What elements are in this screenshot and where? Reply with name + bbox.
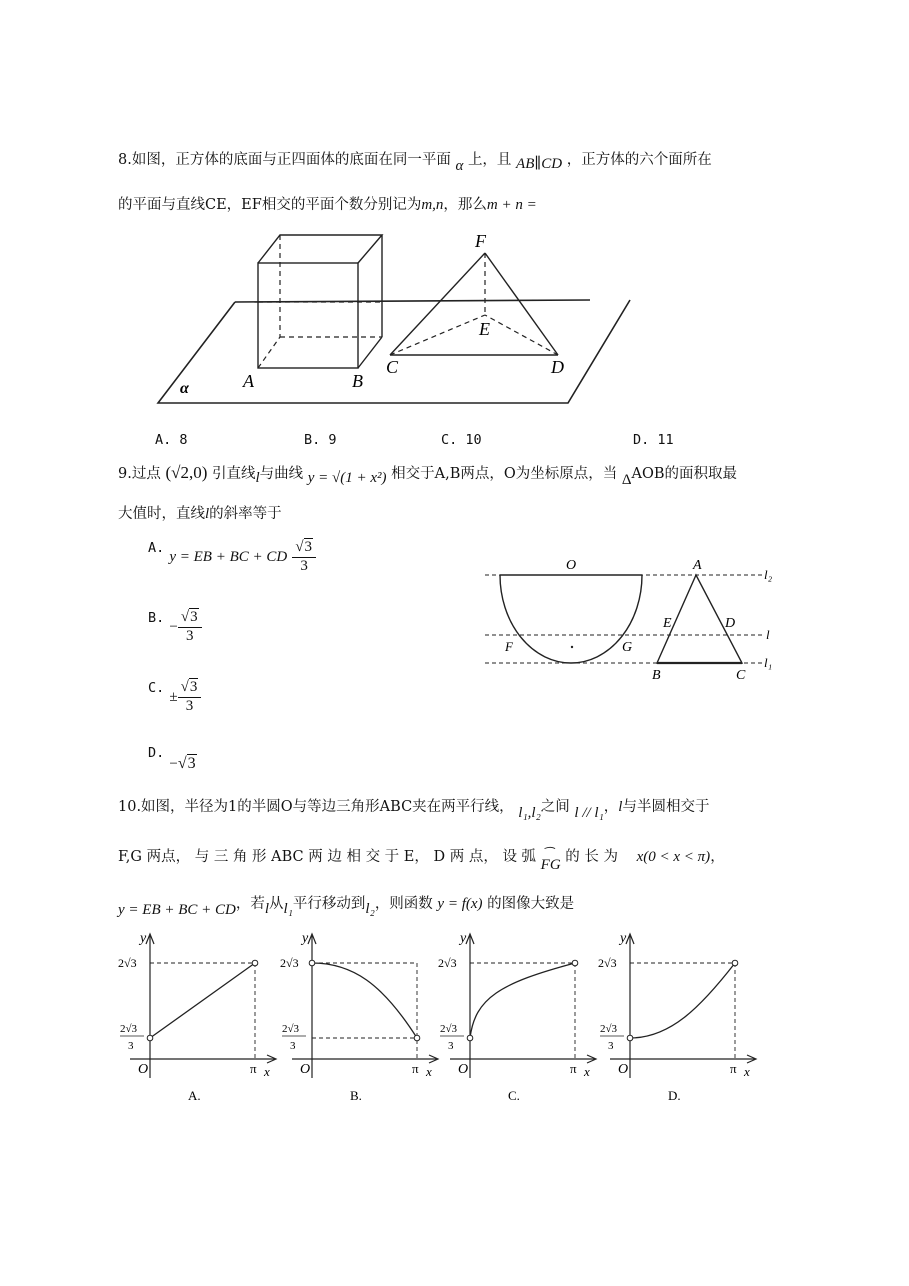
- label-d: D: [551, 357, 564, 377]
- q8-alpha: α: [455, 158, 464, 174]
- label-alpha: α: [180, 380, 189, 397]
- graph-d[interactable]: [590, 928, 760, 1118]
- q9-option-label: A.: [148, 540, 165, 556]
- y-tick-low-denominator: 3: [608, 1040, 614, 1052]
- label-e: E: [663, 616, 672, 631]
- y-tick-top: 2√3: [598, 956, 617, 970]
- y-tick-top: 2√3: [280, 956, 299, 970]
- q10-l-parallel: l // l₁: [574, 805, 604, 821]
- y-tick-top: 2√3: [438, 956, 457, 970]
- q9-text: 大值时，直线: [118, 506, 205, 522]
- y-tick-low-denominator: 3: [290, 1040, 296, 1052]
- q8-m-plus-n: m + n =: [486, 197, 537, 213]
- q9-option-c-frac: $\frac{√3}{3}$: [178, 680, 202, 715]
- open-endpoint: [147, 1035, 153, 1041]
- q9-text: 相交于A,B两点，O为坐标原点，当: [391, 466, 618, 482]
- open-endpoint: [572, 960, 578, 966]
- q9-option-label: C.: [148, 680, 165, 696]
- q9-option-a-frac: $\frac{√3}{3}$: [292, 540, 316, 575]
- tetra-edge-fc: [390, 253, 485, 355]
- open-endpoint: [414, 1035, 420, 1041]
- label-d: D: [725, 616, 736, 631]
- y-axis-label: y: [140, 931, 147, 946]
- q9-line1: [118, 462, 738, 488]
- q8-ab-cd: AB∥CD: [516, 156, 563, 172]
- tetra-edge-ce: [390, 315, 485, 355]
- q10-line1: [118, 795, 710, 821]
- q9-curve: y = √(1 + x²): [307, 470, 387, 486]
- y-axis-label: y: [302, 931, 309, 946]
- q9-option-label: B.: [148, 610, 165, 626]
- q9-option-d-val: √3: [177, 755, 196, 772]
- label-c: C: [386, 357, 399, 377]
- label-f: F: [475, 231, 486, 251]
- open-endpoint: [627, 1035, 633, 1041]
- q9-text: 与曲线: [259, 466, 304, 482]
- label-l1: l₁: [764, 655, 773, 670]
- y-axis-label: y: [620, 931, 627, 946]
- q9-option-a[interactable]: [148, 540, 316, 575]
- q9-text: 引直线: [211, 466, 256, 482]
- q10-text: ，则函数: [374, 896, 433, 912]
- label-l: l: [766, 627, 770, 642]
- q10-text: 的图像大致是: [487, 896, 575, 912]
- semicircle-arc: [500, 575, 642, 663]
- q10-text: 之间: [540, 799, 570, 815]
- q10-l1l2: l₁,l₂: [518, 805, 541, 821]
- q8-line2: [118, 193, 537, 214]
- y-axis-label: y: [460, 931, 467, 946]
- tetra-edge-de: [485, 315, 558, 355]
- x-tick-pi: π: [250, 1061, 257, 1076]
- q9-text: AOB的面积取最: [631, 466, 738, 482]
- q10-line2: [118, 845, 725, 873]
- x-tick-pi: π: [730, 1061, 737, 1076]
- center-dot: [571, 646, 573, 648]
- q8-text: 上，且: [467, 152, 512, 168]
- q10-func: y = f(x): [437, 896, 483, 912]
- q8-option-d[interactable]: D. 11: [633, 432, 674, 448]
- cube-hidden-edge: [258, 337, 280, 368]
- q9-option-b-sign: −: [169, 618, 178, 635]
- q9-option-a-expr: y = EB + BC + CD: [169, 548, 288, 565]
- graph-a[interactable]: [110, 928, 280, 1118]
- graph-caption: D.: [668, 1088, 681, 1103]
- function-curve: [312, 963, 417, 1038]
- q8-option-c[interactable]: C. 10: [441, 432, 482, 448]
- label-b: B: [352, 371, 363, 391]
- q10-text: 从: [269, 896, 284, 912]
- cube-edge: [358, 337, 382, 368]
- q10-text: ，若: [235, 896, 265, 912]
- q9-option-d[interactable]: [148, 745, 197, 772]
- q10-l: l: [618, 799, 623, 815]
- q9-delta: Δ: [621, 472, 632, 488]
- q10-text: 与半圆相交于: [622, 799, 710, 815]
- function-curve: [470, 963, 575, 1038]
- label-a: A: [243, 371, 254, 391]
- q10-text: 平行移动到: [292, 896, 366, 912]
- y-tick-low-numerator: 2√3: [440, 1023, 458, 1035]
- q8-figure-cube-tetrahedron: [150, 215, 650, 415]
- q9-option-label: D.: [148, 745, 165, 761]
- q8-line1: [118, 148, 712, 174]
- open-endpoint: [732, 960, 738, 966]
- tetra-edge-fd: [485, 253, 558, 355]
- label-e: E: [479, 319, 490, 339]
- q10-text: 10.如图，半径为1的半圆O与等边三角形ABC夹在两平行线，: [118, 799, 514, 815]
- q9-l: l: [205, 506, 210, 522]
- q10-arc-fg: ⁀ FG: [540, 847, 561, 873]
- q9-option-c-sign: ±: [169, 688, 178, 705]
- x-tick-pi: π: [570, 1061, 577, 1076]
- label-f: F: [505, 639, 513, 654]
- q9-l: l: [255, 470, 260, 486]
- cube-front-face: [258, 263, 358, 368]
- q9-option-b[interactable]: [148, 610, 202, 645]
- q10-text: F,G 两点， 与 三 角 形 ABC 两 边 相 交 于 E， D 两 点， 设 弧: [118, 849, 537, 865]
- q8-text: ，那么: [443, 197, 487, 213]
- label-l2: l₂: [764, 567, 773, 582]
- q10-text: ，: [710, 849, 725, 865]
- graph-caption: C.: [508, 1088, 520, 1103]
- function-curve: [630, 963, 735, 1038]
- q10-text: ，: [603, 799, 619, 815]
- y-tick-low-numerator: 2√3: [600, 1023, 618, 1035]
- label-o: O: [566, 558, 577, 573]
- x-axis-label: x: [744, 1064, 750, 1079]
- x-axis-label: x: [426, 1064, 432, 1079]
- graph-caption: B.: [350, 1088, 362, 1103]
- q9-text: 9.过点: [118, 466, 161, 482]
- q8-option-a[interactable]: A. 8: [155, 432, 188, 448]
- q9-point: (√2,0): [165, 463, 208, 482]
- label-g: G: [622, 640, 633, 655]
- q9-line2: [118, 502, 282, 523]
- q10-l2: l₂: [365, 901, 375, 917]
- q8-option-b[interactable]: B. 9: [304, 432, 337, 448]
- q9-text: 的斜率等于: [209, 506, 282, 522]
- q10-expr: y = EB + BC + CD: [118, 902, 236, 918]
- x-axis-label: x: [584, 1064, 590, 1079]
- label-c: C: [736, 668, 746, 683]
- open-endpoint: [309, 960, 315, 966]
- q9-option-c[interactable]: [148, 680, 201, 715]
- q8-text: 8.如图，正方体的底面与正四面体的底面在同一平面: [118, 152, 451, 168]
- origin-label: O: [458, 1062, 469, 1077]
- y-tick-top: 2√3: [118, 956, 137, 970]
- q8-text: ，正方体的六个面所在: [566, 152, 712, 168]
- q10-l1: l₁: [283, 901, 293, 917]
- x-tick-pi: π: [412, 1061, 419, 1076]
- origin-label: O: [618, 1062, 629, 1077]
- q10-figure-semicircle-triangle: [480, 555, 780, 685]
- function-curve: [150, 963, 255, 1038]
- y-tick-low-numerator: 2√3: [282, 1023, 300, 1035]
- q8-mn: m,n: [421, 197, 444, 213]
- graph-b[interactable]: [272, 928, 442, 1118]
- graph-c[interactable]: [430, 928, 600, 1118]
- label-b: B: [652, 668, 661, 683]
- open-endpoint: [467, 1035, 473, 1041]
- origin-label: O: [138, 1062, 149, 1077]
- x-axis-label: x: [264, 1064, 270, 1079]
- q9-option-b-frac: $\frac{√3}{3}$: [178, 610, 202, 645]
- label-a: A: [693, 558, 702, 573]
- y-tick-low-denominator: 3: [128, 1040, 134, 1052]
- q10-line3: [118, 892, 575, 918]
- cube-edge: [258, 235, 382, 263]
- q10-text: 的 长 为: [565, 849, 618, 865]
- graph-caption: A.: [188, 1088, 201, 1103]
- open-endpoint: [252, 960, 258, 966]
- q9-option-d-sign: −: [169, 756, 178, 772]
- origin-label: O: [300, 1062, 311, 1077]
- q8-text: 的平面与直线CE，EF相交的平面个数分别记为: [118, 197, 422, 213]
- y-tick-low-numerator: 2√3: [120, 1023, 138, 1035]
- q10-l: l: [264, 901, 270, 917]
- y-tick-low-denominator: 3: [448, 1040, 454, 1052]
- q10-x-range: x(0 < x < π): [636, 849, 711, 865]
